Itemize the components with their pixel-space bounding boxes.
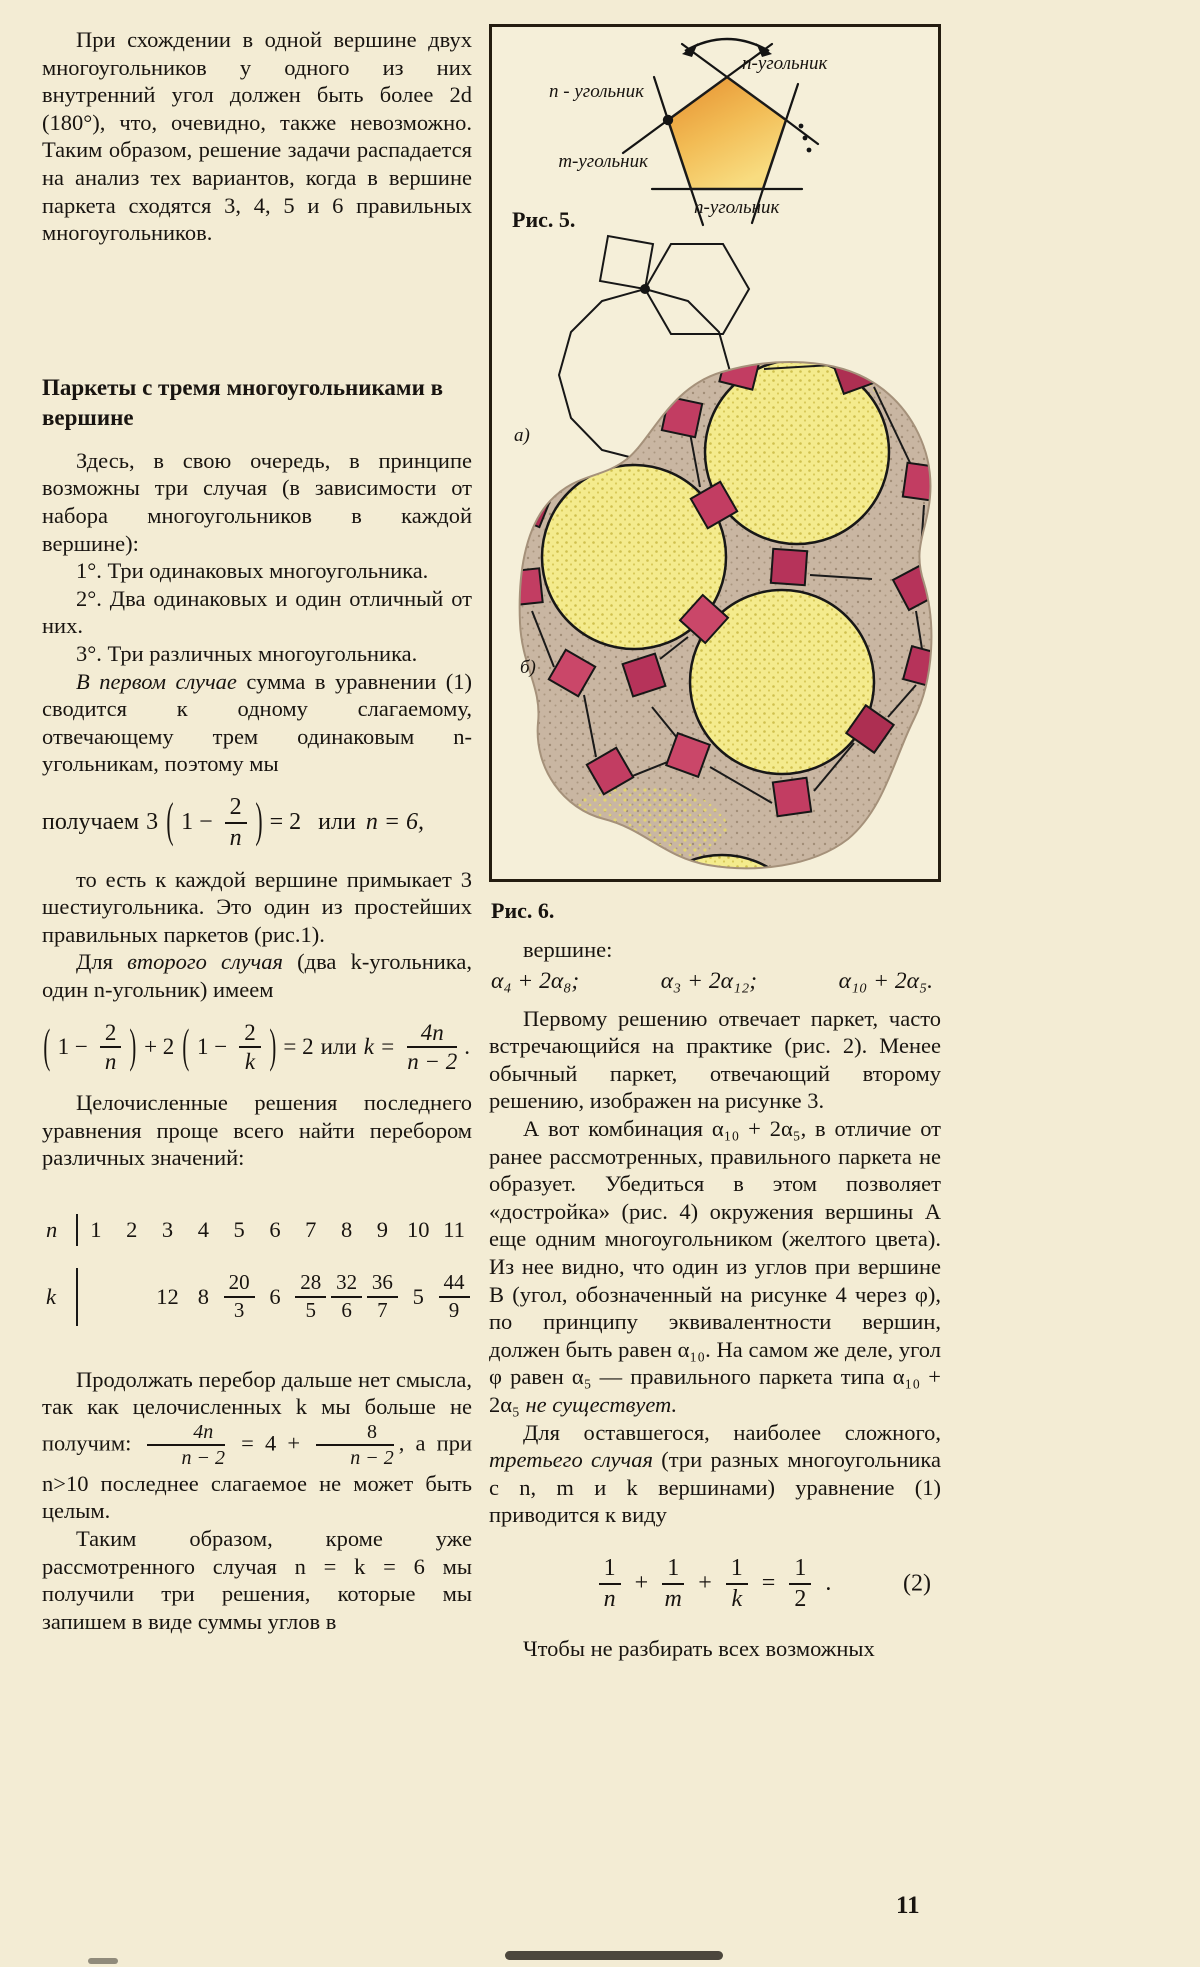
formula-text: . bbox=[464, 1034, 470, 1060]
fraction bbox=[726, 1555, 748, 1613]
text-run: Для оставшегося, наиболее сложного, bbox=[523, 1419, 941, 1445]
rotation-arrow bbox=[685, 39, 769, 51]
figure-6b-label: б) bbox=[520, 657, 536, 678]
table-cell: 6 bbox=[269, 1283, 281, 1309]
fraction bbox=[295, 1271, 326, 1322]
paragraph: Таким образом, кроме уже рассмотренного случая n = k = 6 мы получили три решения, которые мы запишем в виде суммы углов в bbox=[42, 1526, 472, 1634]
paragraph: Здесь, в свою очередь, в принципе возможны три случая (в зависимости от набора многоугольников в каждой вершине): bbox=[42, 447, 472, 556]
emphasis: не существует. bbox=[525, 1391, 678, 1417]
formula-text: + bbox=[698, 1570, 712, 1597]
fraction bbox=[239, 1020, 261, 1076]
fraction bbox=[100, 1020, 122, 1076]
paragraph bbox=[489, 1419, 941, 1529]
paragraph bbox=[489, 1115, 941, 1419]
fraction-numerator: 2 bbox=[100, 1020, 122, 1049]
right-column bbox=[489, 24, 941, 1662]
pentagon-label-mid: m-угольник bbox=[558, 151, 648, 172]
fraction-numerator: 1 bbox=[599, 1555, 621, 1585]
left-paren: ( bbox=[182, 1020, 190, 1072]
table-row-k bbox=[42, 1268, 472, 1326]
text-run: А вот комбинация α₁₀ + 2α₅, в отличие от ранее рассмотренных, правильного паркета не образует. Убедиться в этом позволяет «достройка» (рис. 4) окружения вершины А еще одним многоугольником (желтого цвета). Из нее видно, что один из углов при вершине В (угол, обозначенный на рисунке 4 через φ), по принципу эквивалентности вершин, должен быть равен α₁₀. На самом же деле, угол φ равен α₅ — правильного паркета типа α₁₀ + 2α₅ bbox=[489, 1115, 941, 1417]
fraction-numerator: 2 bbox=[239, 1020, 261, 1049]
table-row-label: k bbox=[42, 1268, 78, 1326]
figure-6a-label: а) bbox=[514, 425, 530, 446]
formula-text: k = bbox=[363, 1034, 396, 1060]
fraction-numerator: 1 bbox=[726, 1555, 748, 1585]
vertex-dot bbox=[663, 115, 673, 125]
formula-text: или bbox=[320, 1034, 357, 1060]
table-cell: 12 bbox=[156, 1283, 179, 1309]
formula-coef: 3 bbox=[146, 809, 159, 836]
formula-text: или bbox=[318, 809, 356, 836]
fraction bbox=[367, 1271, 398, 1322]
fraction-numerator: 2 bbox=[225, 794, 247, 824]
right-paren: ) bbox=[255, 795, 263, 849]
pentagon-label-left: n - угольник bbox=[549, 81, 644, 102]
table-cell: 11 bbox=[443, 1216, 465, 1242]
formula-text: = 2 bbox=[269, 809, 302, 836]
table-cell bbox=[365, 1271, 401, 1322]
fraction bbox=[439, 1271, 470, 1322]
fraction-denominator: m bbox=[664, 1585, 682, 1612]
text-run: = 4 + bbox=[241, 1430, 301, 1456]
fraction-numerator: 44 bbox=[439, 1271, 470, 1298]
formula-text: + bbox=[634, 1570, 649, 1597]
table-cell bbox=[436, 1271, 472, 1322]
formula-k-equals bbox=[42, 1020, 472, 1076]
list-item: 3°. Три различных многоугольника. bbox=[76, 640, 418, 666]
fraction-denominator: k bbox=[244, 1049, 256, 1075]
formula-result: n = 6, bbox=[365, 809, 425, 836]
table-cell: 1 bbox=[90, 1216, 102, 1242]
scan-artifact bbox=[505, 1951, 723, 1960]
figure-5-caption: Рис. 5. bbox=[512, 207, 576, 232]
paragraph bbox=[42, 668, 472, 778]
fraction-denominator: k bbox=[731, 1585, 743, 1612]
fraction-denominator: 2 bbox=[794, 1585, 807, 1612]
angle-sums-line bbox=[489, 964, 941, 1005]
fraction-numerator: 8 bbox=[316, 1421, 394, 1446]
fraction bbox=[331, 1271, 362, 1322]
text-run: , а при n>10 последнее слагаемое не может быть целым. bbox=[42, 1430, 472, 1524]
paragraph: то есть к каждой вершине примыкает 3 шестиугольника. Это один из простейших правильных паркетов (рис.1). bbox=[42, 866, 472, 947]
section-heading: Паркеты с тремя многоугольниками в вершине bbox=[42, 374, 444, 430]
fraction-numerator: 1 bbox=[789, 1555, 811, 1585]
table-cell: 9 bbox=[376, 1216, 389, 1242]
table-cell bbox=[329, 1271, 365, 1322]
left-column bbox=[42, 26, 472, 1635]
fraction bbox=[224, 1271, 255, 1322]
fraction bbox=[147, 1421, 225, 1470]
scan-artifact bbox=[88, 1958, 118, 1964]
fraction-denominator: n − 2 bbox=[181, 1447, 225, 1470]
left-paren: ( bbox=[166, 795, 174, 849]
fraction bbox=[316, 1421, 394, 1470]
nk-table bbox=[42, 1214, 472, 1326]
page-number: 11 bbox=[896, 1892, 920, 1919]
fraction bbox=[599, 1555, 621, 1613]
fraction bbox=[407, 1020, 457, 1076]
fraction bbox=[789, 1555, 811, 1613]
paragraph: При схождении в одной вершине двух многоугольников у одного из них внутренний угол должен быть более 2d (180°), что, очевидно, также невозможно. Таким образом, решение задачи распадается на анализ тех вариантов, когда в вершине паркета сходятся 3, 4, 5 и 6 правильных многоугольников. bbox=[42, 27, 472, 246]
table-cell: 7 bbox=[305, 1216, 317, 1242]
pentagon-label-top: n-угольник bbox=[742, 53, 828, 74]
formula-text: 1 − bbox=[57, 1034, 88, 1060]
right-paren: ) bbox=[269, 1020, 277, 1072]
text-run: Продолжать перебор дальше нет смысла, так как целочисленных k мы больше не получим: bbox=[42, 1366, 472, 1456]
formula-n-equals-6 bbox=[42, 794, 472, 852]
paragraph bbox=[42, 948, 472, 1003]
paragraph: Целочисленные решения последнего уравнения проще всего найти перебором различных значений: bbox=[42, 1090, 472, 1171]
table-cell: 8 bbox=[197, 1283, 209, 1309]
fraction-numerator: 32 bbox=[331, 1271, 362, 1298]
fraction-numerator: 4n bbox=[407, 1020, 457, 1049]
paragraph-continuation: вершине: bbox=[523, 937, 613, 962]
table-cell: 6 bbox=[269, 1216, 281, 1242]
fraction-denominator: 3 bbox=[233, 1297, 245, 1322]
formula-text: = bbox=[761, 1570, 776, 1597]
text-run: (три разных многоугольника с n, m и k вершинами) уравнение (1) приводится к виду bbox=[489, 1447, 941, 1528]
fraction-denominator: 5 bbox=[305, 1297, 317, 1322]
angle-sum: α₁₀ + 2α₅. bbox=[838, 967, 933, 994]
right-paren: ) bbox=[129, 1020, 137, 1072]
fraction-denominator: n − 2 bbox=[407, 1049, 458, 1075]
angle-sum: α₃ + 2α₁₂; bbox=[660, 967, 758, 994]
figure-6b-tessellation bbox=[505, 348, 938, 879]
list-item: 1°. Три одинаковых многоугольника. bbox=[76, 558, 429, 584]
formula-text: . bbox=[825, 1570, 832, 1597]
paragraph: Первому решению отвечает паркет, часто встречающийся на практике (рис. 2). Менее обычный паркет, отвечающий второму решению, изображен на рисунке 3. bbox=[489, 1005, 941, 1114]
figure-box bbox=[489, 24, 941, 882]
formula-text: получаем bbox=[42, 809, 140, 836]
fraction-denominator: n bbox=[229, 824, 242, 851]
table-cell bbox=[221, 1271, 257, 1322]
table-cell: 2 bbox=[126, 1216, 138, 1242]
fraction-denominator: n bbox=[104, 1049, 117, 1075]
figure-6-caption: Рис. 6. bbox=[491, 898, 555, 923]
fraction-denominator: 9 bbox=[448, 1297, 460, 1322]
left-paren: ( bbox=[43, 1020, 51, 1072]
equation-2 bbox=[489, 1555, 941, 1613]
fraction-numerator: 4n bbox=[147, 1421, 225, 1446]
equation-number: (2) bbox=[903, 1570, 931, 1597]
fraction-denominator: 6 bbox=[341, 1297, 352, 1322]
fraction-denominator: 7 bbox=[377, 1297, 388, 1322]
fraction-denominator: n bbox=[603, 1585, 616, 1612]
table-cell: 8 bbox=[340, 1216, 353, 1242]
paragraph: Чтобы не разбирать всех возможных bbox=[523, 1635, 875, 1661]
table-row-n bbox=[42, 1214, 472, 1246]
fraction bbox=[662, 1555, 684, 1613]
angle-sum: α₄ + 2α₈; bbox=[491, 967, 580, 994]
table-cell bbox=[293, 1271, 329, 1322]
formula-text: 1 − bbox=[181, 809, 213, 836]
table-cell: 5 bbox=[412, 1283, 424, 1309]
text-run: сумма в уравнении (1) сводится к одному слагаемому, отвечающему трем одинаковым n-угольникам, поэтому мы bbox=[42, 668, 472, 777]
emphasis: второго случая bbox=[127, 949, 283, 975]
formula-text: = 2 bbox=[283, 1034, 314, 1060]
text-run: (два k-угольника, один n-угольник) имеем bbox=[42, 949, 472, 1002]
fraction-numerator: 1 bbox=[662, 1555, 684, 1585]
table-row-label: n bbox=[42, 1214, 78, 1246]
table-cell: 5 bbox=[233, 1216, 245, 1242]
paragraph bbox=[42, 1366, 472, 1525]
fraction-numerator: 36 bbox=[367, 1271, 398, 1298]
pentagon-label-bottom: n-угольник bbox=[694, 197, 780, 218]
table-cell: 4 bbox=[197, 1216, 209, 1242]
fraction bbox=[225, 794, 247, 852]
formula-text: 1 − bbox=[196, 1034, 228, 1060]
table-cell: 3 bbox=[161, 1216, 174, 1242]
emphasis: третьего случая bbox=[489, 1447, 653, 1473]
fraction-numerator: 28 bbox=[295, 1271, 326, 1298]
formula-text: + 2 bbox=[144, 1034, 175, 1060]
fraction-denominator: n − 2 bbox=[350, 1447, 394, 1470]
emphasis: В первом случае bbox=[76, 668, 237, 694]
list-item: 2°. Два одинаковых и один отличный от них. bbox=[42, 585, 472, 639]
text-run: Для bbox=[76, 949, 128, 975]
table-cell: 10 bbox=[406, 1216, 430, 1242]
fraction-numerator: 20 bbox=[224, 1271, 255, 1298]
shared-vertex-dot bbox=[640, 284, 650, 294]
